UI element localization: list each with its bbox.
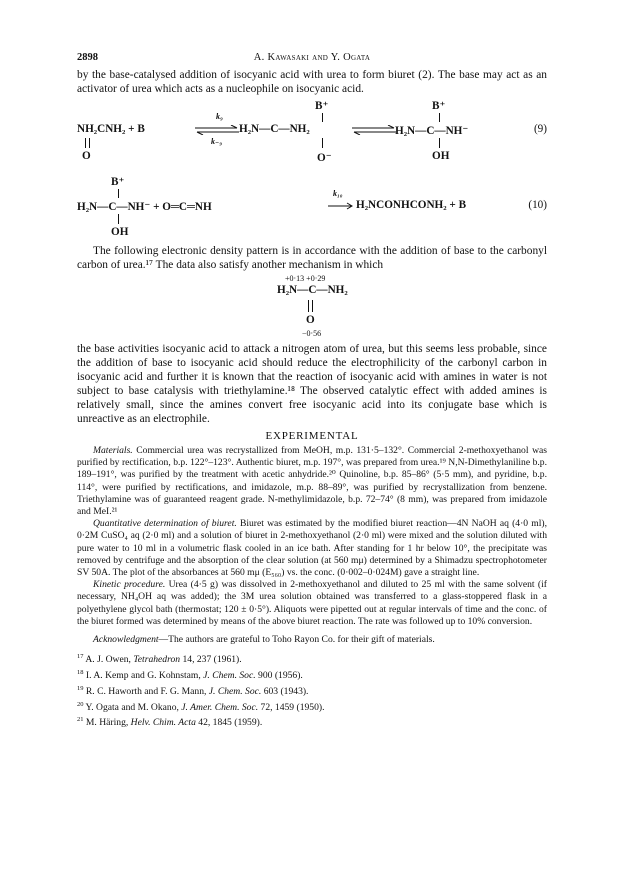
eq9-oxygen: O [82, 150, 91, 162]
acknowledgment-paragraph [77, 634, 547, 646]
quantitative-label: Quantitative determination of biuret. [93, 518, 237, 530]
materials-paragraph [77, 445, 547, 518]
materials-text: Commercial urea was recrystallized from MeOH, m.p. 131·5–132°. Commercial 2-methoxyethanol was purified by rectification, b.p. 122°–123°. Authentic biuret, m.p. 197°, was prepared from urea.¹⁹ N,N-Dimethylaniline b.p. 189–191°, was purified by the treatment with acetic anhydride.²⁰ Quinoline, b.p. 85–86° (5·5 mm), and pyridine, b.p. 114°, were purified by rectifications, and imidazole, m.p. 88–89°, was purified by recrystallization from benzene. Triethylamine was of guaranteed reagent grade. N-methylimidazole, b.p. 72–74° (8 mm), was prepared from imidazole and MeI.²¹ [77, 445, 547, 518]
kinetic-text: Urea (4·5 g) was dissolved in 2-methoxyethanol and diluted to 25 ml with the same solvent (if necessary, NH₄OH aq was added); the 3M urea solution obtained was transferred to a glass-stoppered flask in a polyethylene glycol bath (thermostat; 120 ± 0·5°). Aliquots were pipetted out at regular intervals of time and the conc. of the biuret formed was determined by means of the above biuret reaction. The rate was followed up to 10% conversion. [77, 579, 547, 627]
reference-item: $^{18}$ I. A. Kemp and G. Kohnstam, J. Chem. Soc. 900 (1956). [77, 669, 303, 682]
running-header-authors: A. Kawasaki and Y. Ogata [253, 52, 371, 63]
intro-paragraph: by the base-catalysed addition of isocyanic acid with urea to form biuret (2). The base may act as an activator of urea which acts as a nucleophile on isocyanic acid. [77, 69, 547, 95]
quantitative-text: Biuret was estimated by the modified biuret reaction—4N NaOH aq (4·0 ml), 0·2M CuSO₄ aq (2·0 ml) and a solution of biuret in 2-methoxyethanol (2·0 ml) were mixed and the solution diluted with pure water to 10 ml in a volumetric flask cooled in an ice bath. After standing for 1 hr below 10°, the precipitate was removed by centrifuge and the absorption of the clear solution (at 560 mμ) determined by a Shimadzu spectrophotometer SV 50A. The plot of the absorbances at 560 mμ (E₅₆₀) vs. the conc. (0·002–0·024M) gave a straight line. [77, 518, 547, 579]
eq9-oxide: O⁻ [317, 152, 332, 164]
density-charges-top: +0·13 +0·29 [285, 274, 326, 283]
eq9-number: (9) [533, 123, 547, 135]
kinetic-label: Kinetic procedure. [93, 579, 166, 591]
eq10-products: H₂NCONHCONH₂ + B [356, 199, 467, 211]
eq10-bond-up [118, 189, 119, 198]
kinetic-paragraph [77, 579, 547, 628]
eq9-bond-down-1 [322, 138, 323, 148]
eq10-k: k₁₀ [333, 189, 343, 198]
running-header [77, 52, 547, 68]
eq9-hydroxyl: OH [432, 150, 450, 162]
quantitative-paragraph [77, 518, 547, 579]
density-double-bond [308, 300, 313, 312]
eq10-hydroxyl: OH [111, 226, 129, 238]
eq9-equilibrium-arrow-2 [352, 125, 396, 135]
reference-item: $^{21}$ M. Häring, Helv. Chim. Acta 42, 1845 (1959). [77, 716, 263, 729]
eq9-k-reverse: k₋₉ [211, 137, 223, 146]
density-formula: H₂N—C—NH₂ [277, 284, 348, 296]
eq10-bplus: B⁺ [111, 176, 125, 188]
density-structure [77, 272, 547, 342]
eq9-bplus-right: B⁺ [432, 100, 446, 112]
experimental-heading: EXPERIMENTAL [265, 430, 359, 442]
reference-item: $^{20}$ Y. Ogata and M. Okano, J. Amer. Chem. Soc. 72, 1459 (1950). [77, 700, 325, 713]
eq9-intermediate-1: H₂N—C—NH₂ [239, 123, 310, 135]
eq10-number: (10) [528, 199, 547, 211]
eq10-bond-down [118, 214, 119, 224]
eq9-k-forward: k₉ [216, 112, 223, 121]
density-charge-oxygen: −0·56 [302, 329, 322, 338]
acknowledgment-label: Acknowledgment [93, 634, 159, 646]
eq9-double-bond [85, 138, 90, 148]
eq9-bond-down-2 [439, 138, 440, 148]
density-oxygen: O [306, 314, 315, 326]
equation-10 [77, 174, 547, 244]
references-list [77, 651, 547, 730]
eq10-reactant: H₂N—C—NH⁻ + O═C═NH [77, 201, 212, 213]
eq9-bond-left [322, 113, 323, 122]
mechanism-paragraph: the base activities isocyanic acid to attack a nitrogen atom of urea, but this seems less probable, since the addition of base to isocyanic acid should reduce the electrophilicity of the carbonyl carbon in isocyanic acid and further it is known that the reaction of isocyanic acid with amines in water is not subject to base catalysis with triethylamine.¹⁸ The observed catalytic effect with added amines is relatively small, since the amines convert free isocyanic acid into its conjugate base which is unreactive as an electrophile. [77, 343, 547, 425]
page-number: 2898 [77, 52, 98, 63]
eq9-reactant: NH₂CNH₂ + B [77, 123, 145, 135]
materials-label: Materials. [93, 445, 133, 456]
eq10-arrow [328, 202, 354, 210]
reference-item: $^{19}$ R. C. Haworth and F. G. Mann, J. Chem. Soc. 603 (1943). [77, 684, 309, 697]
eq9-bond-right [439, 113, 440, 122]
eq9-bplus-left: B⁺ [315, 100, 329, 112]
eq9-intermediate-2: H₂N—C—NH⁻ [395, 125, 469, 137]
acknowledgment-text: —The authors are grateful to Toho Rayon Co. for their gift of materials. [158, 634, 435, 646]
equation-9 [77, 96, 547, 168]
density-paragraph: The following electronic density pattern is in accordance with the addition of base to the carbonyl carbon of urea.¹⁷ The data also satisfy another mechanism in which [77, 245, 547, 271]
reference-item: $^{17}$ A. J. Owen, Tetrahedron 14, 237 (1961). [77, 653, 242, 666]
eq9-equilibrium-arrow [195, 125, 239, 135]
page [77, 52, 547, 730]
